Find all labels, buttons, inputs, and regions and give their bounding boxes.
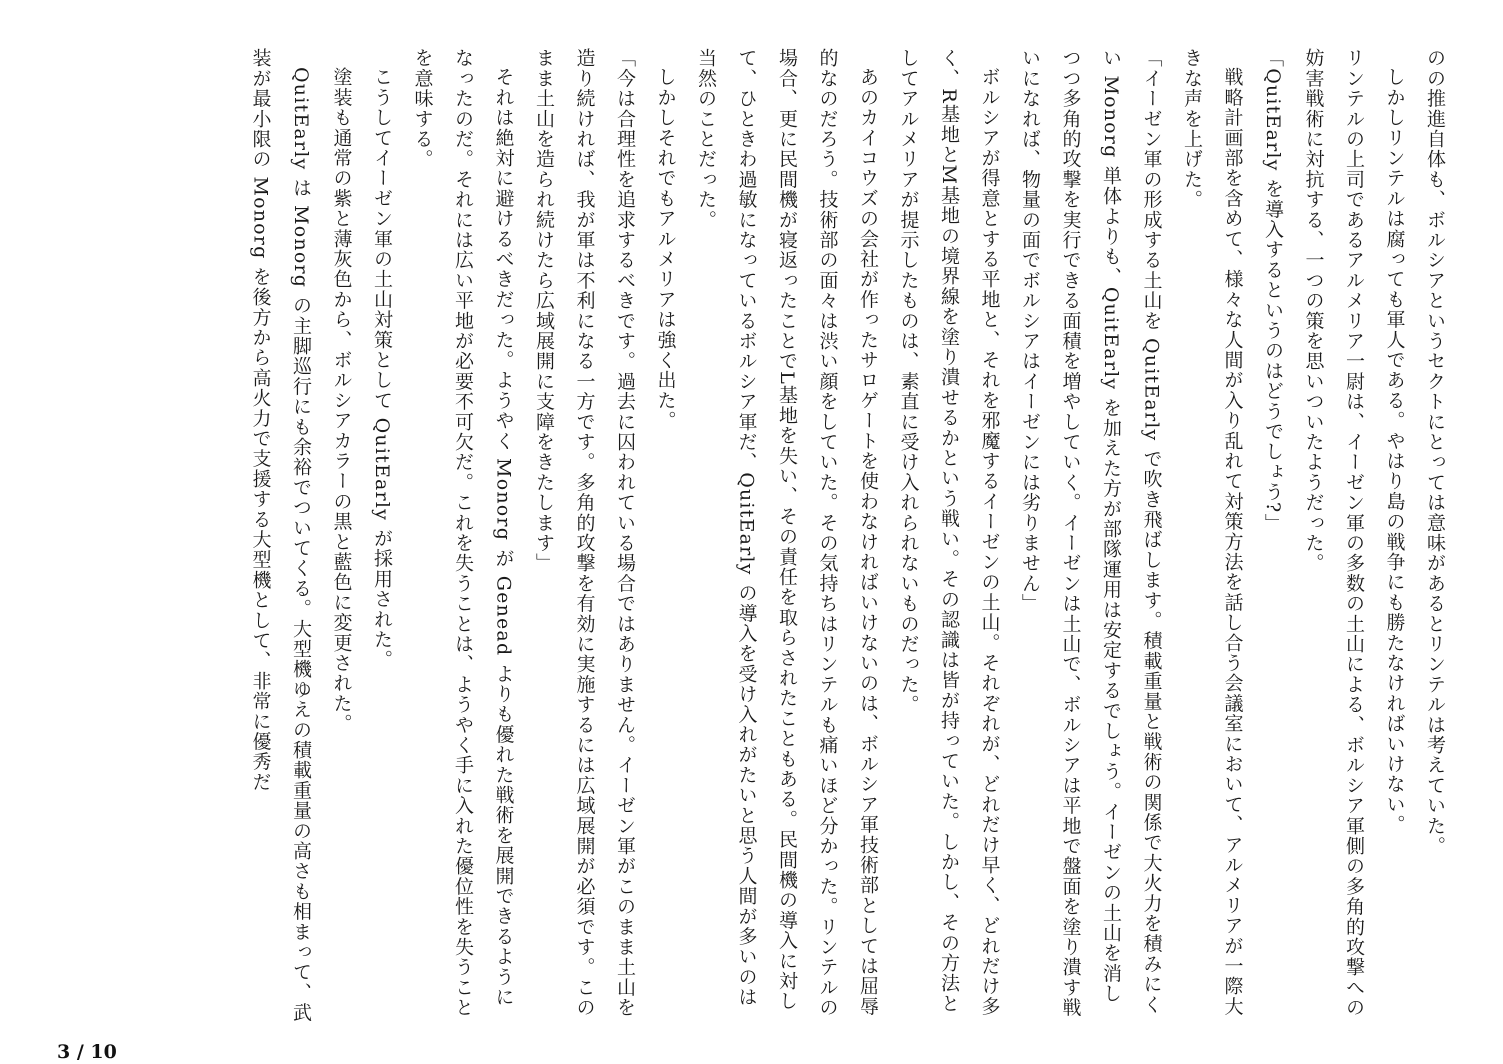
paragraph-7: ボルシアが得意とする平地と、それを邪魔するイーゼンの土山。それぞれが、どれだけ早く、どれだけ多く、R基地とM基地の境界線を塗り潰せるかという戦い。その認識は皆が持っていた。しかし、その方法としてアルメリアが提示したものは、素直に受け入れられないものだった。 <box>897 48 1001 1017</box>
vertical-text-body <box>35 48 1455 1023</box>
page-indicator: 3 / 10 <box>57 1041 117 1063</box>
paragraph-12: こうしてイーゼン軍の土山対策として QuitEarly が採用された。 <box>371 67 393 670</box>
paragraph-11: それは絶対に避けるべきだった。ようやく Monorg が Genead よりも優れた戦術を展開できるようになったのだ。それには広い平地が必要不可欠だ。これを失うことは、ようやく手に入れた優位性を失うことを意味する。 <box>411 48 515 1018</box>
paragraph-4: 「QuitEarly を導入するというのはどうでしょう?」 <box>1262 48 1284 534</box>
paragraph-1: のの推進自体も、ボルシアというセクトにとっては意味があるとリンテルは考えていた。 <box>1424 48 1446 856</box>
page-footer <box>57 1040 117 1064</box>
paragraph-9: しかしそれでもアルメリアは強く出た。 <box>654 67 677 431</box>
paragraph-10: 「今は合理性を追求するべきです。過去に囚われている場合ではありません。イーゼン軍がこのまま土山を造り続ければ、我が軍は不利になる一方です。多角的攻撃を有効に実施するには広域展開が必須です。このまま土山を造られ続けたら広域展開に支障をきたします」 <box>533 48 636 1018</box>
paragraph-8: あのカイコウズの会社が作ったサロゲートを使わなければいけないのは、ボルシア軍技術部としては屈辱的なのだろう。技術部の面々は渋い顔をしていた。その気持ちはリンテルも痛いほど分かった。リンテルの場合、更に民間機が寝返ったことでL基地を失い、その責任を取らされたこともある。民間機の導入に対して、ひときわ過敏になっているボルシア軍だ、QuitEarly の導入を受け入れがたいと思う人間が多いのは当然のことだった。 <box>695 48 879 1018</box>
paragraph-13: 塗装も通常の紫と薄灰色から、ボルシアカラーの黒と藍色に変更された。 <box>330 67 353 734</box>
paragraph-3: リンテルの上司であるアルメリア一尉は、イーゼン軍の多数の土山による、ボルシア軍側の多角的攻撃への妨害戦術に対抗する、一つの策を思いついたようだった。 <box>1302 48 1365 1018</box>
paragraph-5: 戦略計画部を含めて、様々な人間が入り乱れて対策方法を話し合う会議室において、アルメリアが一際大きな声を上げた。 <box>1181 48 1244 1017</box>
paragraph-2: しかしリンテルは腐っても軍人である。やはり島の戦争にも勝たなければいけない。 <box>1383 67 1406 835</box>
paragraph-14: QuitEarly は Monorg の主脚巡行にも余裕でついてくる。大型機ゆえの積載重量の高さも相まって、武装が最小限の Monorg を後方から高火力で支援する大型機として、非常に優秀だ <box>249 48 312 1023</box>
paragraph-6: 「イーゼン軍の形成する土山を QuitEarly で吹き飛ばします。積載重量と戦術の関係で大火力を積みにくい Monorg 単体よりも、QuitEarly を加えた方が部隊運用は安定するでしょう。イーゼンの土山を消しつつ多角的攻撃を実行できる面積を増やしていく。イーゼンは土山で、ボルシアは平地で盤面を塗り潰す戦いになれば、物量の面でボルシアはイーゼンには劣りません」 <box>1019 48 1163 1018</box>
